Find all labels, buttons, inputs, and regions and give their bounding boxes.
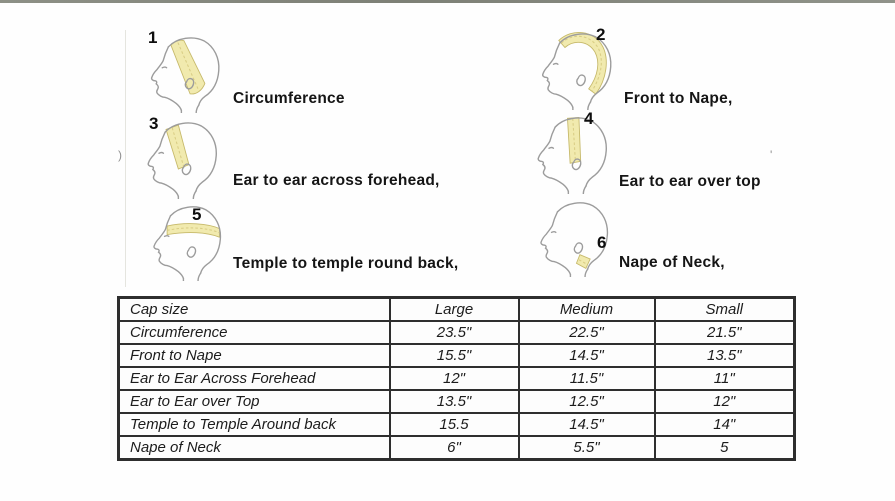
column-header-cap-size: Cap size: [119, 298, 390, 322]
table-row-front-to-nape: [119, 344, 795, 367]
table-header-row: [119, 298, 795, 322]
scan-artifact-right: ': [770, 148, 773, 162]
measurement-number-5: 5: [192, 205, 202, 224]
row-label: Circumference: [119, 321, 390, 344]
diagram-ear-to-ear-over-top: [527, 113, 615, 199]
row-label: Front to Nape: [119, 344, 390, 367]
size-value-large: 12": [390, 367, 519, 390]
top-border-line: [0, 0, 895, 3]
measurement-number-2: 2: [596, 25, 606, 44]
table-row-temple-to-temple: [119, 413, 795, 436]
size-value-small: 13.5": [655, 344, 795, 367]
size-value-small: 14": [655, 413, 795, 436]
size-value-medium: 14.5": [519, 413, 655, 436]
size-value-small: 11": [655, 367, 795, 390]
table-row-nape-of-neck: [119, 436, 795, 460]
column-header-small: Small: [655, 298, 795, 322]
row-label: Ear to Ear over Top: [119, 390, 390, 413]
size-value-medium: 22.5": [519, 321, 655, 344]
size-value-large: 15.5: [390, 413, 519, 436]
measurement-label-temple-to-temple: Temple to temple round back,: [233, 255, 459, 272]
size-value-medium: 11.5": [519, 367, 655, 390]
size-value-large: 6": [390, 436, 519, 460]
cap-size-table: [117, 296, 796, 461]
size-value-medium: 5.5": [519, 436, 655, 460]
size-value-small: 21.5": [655, 321, 795, 344]
diagram-front-to-nape: [527, 29, 624, 115]
size-value-medium: 14.5": [519, 344, 655, 367]
size-value-large: 23.5": [390, 321, 519, 344]
measurement-number-6: 6: [597, 233, 607, 252]
measurement-label-over-top: Ear to ear over top: [619, 173, 761, 190]
measurement-label-circumference: Circumference: [233, 90, 345, 107]
size-value-small: 12": [655, 390, 795, 413]
head-profile-over-top-illustration: [527, 113, 615, 194]
measurement-label-nape-of-neck: Nape of Neck,: [619, 254, 725, 271]
size-value-large: 15.5": [390, 344, 519, 367]
table-row-circumference: [119, 321, 795, 344]
row-label: Nape of Neck: [119, 436, 390, 460]
table-row-ear-to-ear-over-top: [119, 390, 795, 413]
measurement-label-across-forehead: Ear to ear across forehead,: [233, 172, 440, 189]
row-label: Ear to Ear Across Forehead: [119, 367, 390, 390]
measurement-number-3: 3: [149, 114, 159, 133]
head-profile-front-to-nape-illustration: [527, 29, 624, 110]
measurement-number-4: 4: [584, 109, 594, 128]
diagram-temple-to-temple: [142, 202, 230, 286]
scan-artifact-left: ): [118, 148, 122, 162]
column-header-medium: Medium: [519, 298, 655, 322]
size-value-medium: 12.5": [519, 390, 655, 413]
measurement-number-1: 1: [148, 28, 158, 47]
size-value-small: 5: [655, 436, 795, 460]
column-header-large: Large: [390, 298, 519, 322]
row-label: Temple to Temple Around back: [119, 413, 390, 436]
head-profile-temple-to-temple-illustration: [142, 202, 230, 281]
table-row-ear-to-ear-across-forehead: [119, 367, 795, 390]
measurement-label-front-to-nape: Front to Nape,: [624, 90, 733, 107]
diagram-panel-edge: [125, 30, 126, 287]
size-value-large: 13.5": [390, 390, 519, 413]
